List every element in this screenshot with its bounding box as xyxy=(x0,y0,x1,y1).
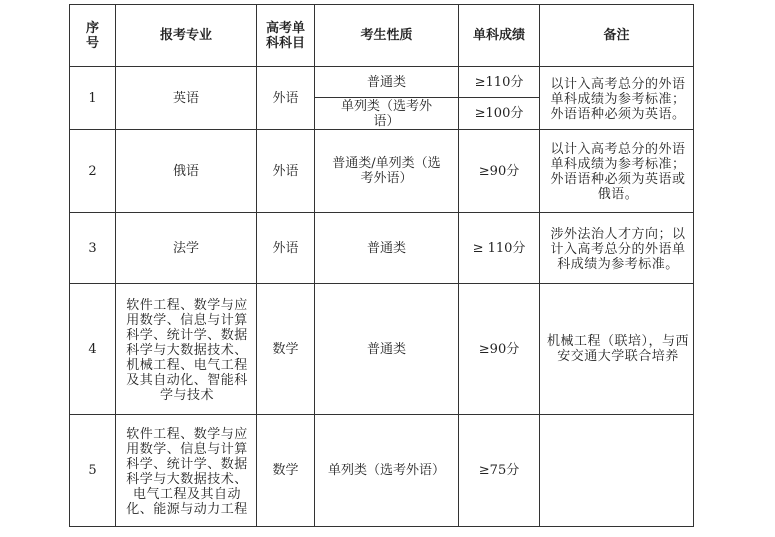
row-index: 1 xyxy=(70,67,116,130)
row-score: ≥110分 xyxy=(459,67,540,98)
row-type: 普通类/单列类（选考外语） xyxy=(315,130,459,213)
admission-score-table xyxy=(69,4,694,527)
table-row xyxy=(70,415,694,527)
row-note: 机械工程（联培），与西安交通大学联合培养 xyxy=(540,284,694,415)
table-row xyxy=(70,67,694,98)
header-major: 报考专业 xyxy=(116,5,257,67)
row-subject: 数学 xyxy=(257,415,315,527)
row-type: 普通类 xyxy=(315,213,459,284)
table-row xyxy=(70,284,694,415)
row-index: 4 xyxy=(70,284,116,415)
row-major: 俄语 xyxy=(116,130,257,213)
table-row xyxy=(70,130,694,213)
header-row xyxy=(70,5,694,67)
header-type: 考生性质 xyxy=(315,5,459,67)
row-major: 法学 xyxy=(116,213,257,284)
header-index: 序号 xyxy=(70,5,116,67)
row-note: 以计入高考总分的外语单科成绩为参考标准；外语语种必须为英语。 xyxy=(540,67,694,130)
row-type: 普通类 xyxy=(315,284,459,415)
row-score: ≥75分 xyxy=(459,415,540,527)
row-type: 单列类（选考外语） xyxy=(315,98,459,130)
row-score: ≥100分 xyxy=(459,98,540,130)
row-type: 普通类 xyxy=(315,67,459,98)
header-score: 单科成绩 xyxy=(459,5,540,67)
row-index: 5 xyxy=(70,415,116,527)
row-index: 3 xyxy=(70,213,116,284)
row-score: ≥ 110分 xyxy=(459,213,540,284)
row-major: 英语 xyxy=(116,67,257,130)
row-note: 以计入高考总分的外语单科成绩为参考标准；外语语种必须为英语或俄语。 xyxy=(540,130,694,213)
row-score: ≥90分 xyxy=(459,130,540,213)
table-row xyxy=(70,213,694,284)
row-subject: 外语 xyxy=(257,130,315,213)
header-note: 备注 xyxy=(540,5,694,67)
row-note xyxy=(540,415,694,527)
row-index: 2 xyxy=(70,130,116,213)
row-note: 涉外法治人才方向；以计入高考总分的外语单科成绩为参考标准。 xyxy=(540,213,694,284)
row-major: 软件工程、数学与应用数学、信息与计算科学、统计学、数据科学与大数据技术、电气工程及其自动化、能源与动力工程 xyxy=(116,415,257,527)
row-type: 单列类（选考外语） xyxy=(315,415,459,527)
row-major: 软件工程、数学与应用数学、信息与计算科学、统计学、数据科学与大数据技术、机械工程、电气工程及其自动化、智能科学与技术 xyxy=(116,284,257,415)
row-score: ≥90分 xyxy=(459,284,540,415)
header-subject: 高考单科科目 xyxy=(257,5,315,67)
row-subject: 外语 xyxy=(257,67,315,130)
row-subject: 数学 xyxy=(257,284,315,415)
row-subject: 外语 xyxy=(257,213,315,284)
